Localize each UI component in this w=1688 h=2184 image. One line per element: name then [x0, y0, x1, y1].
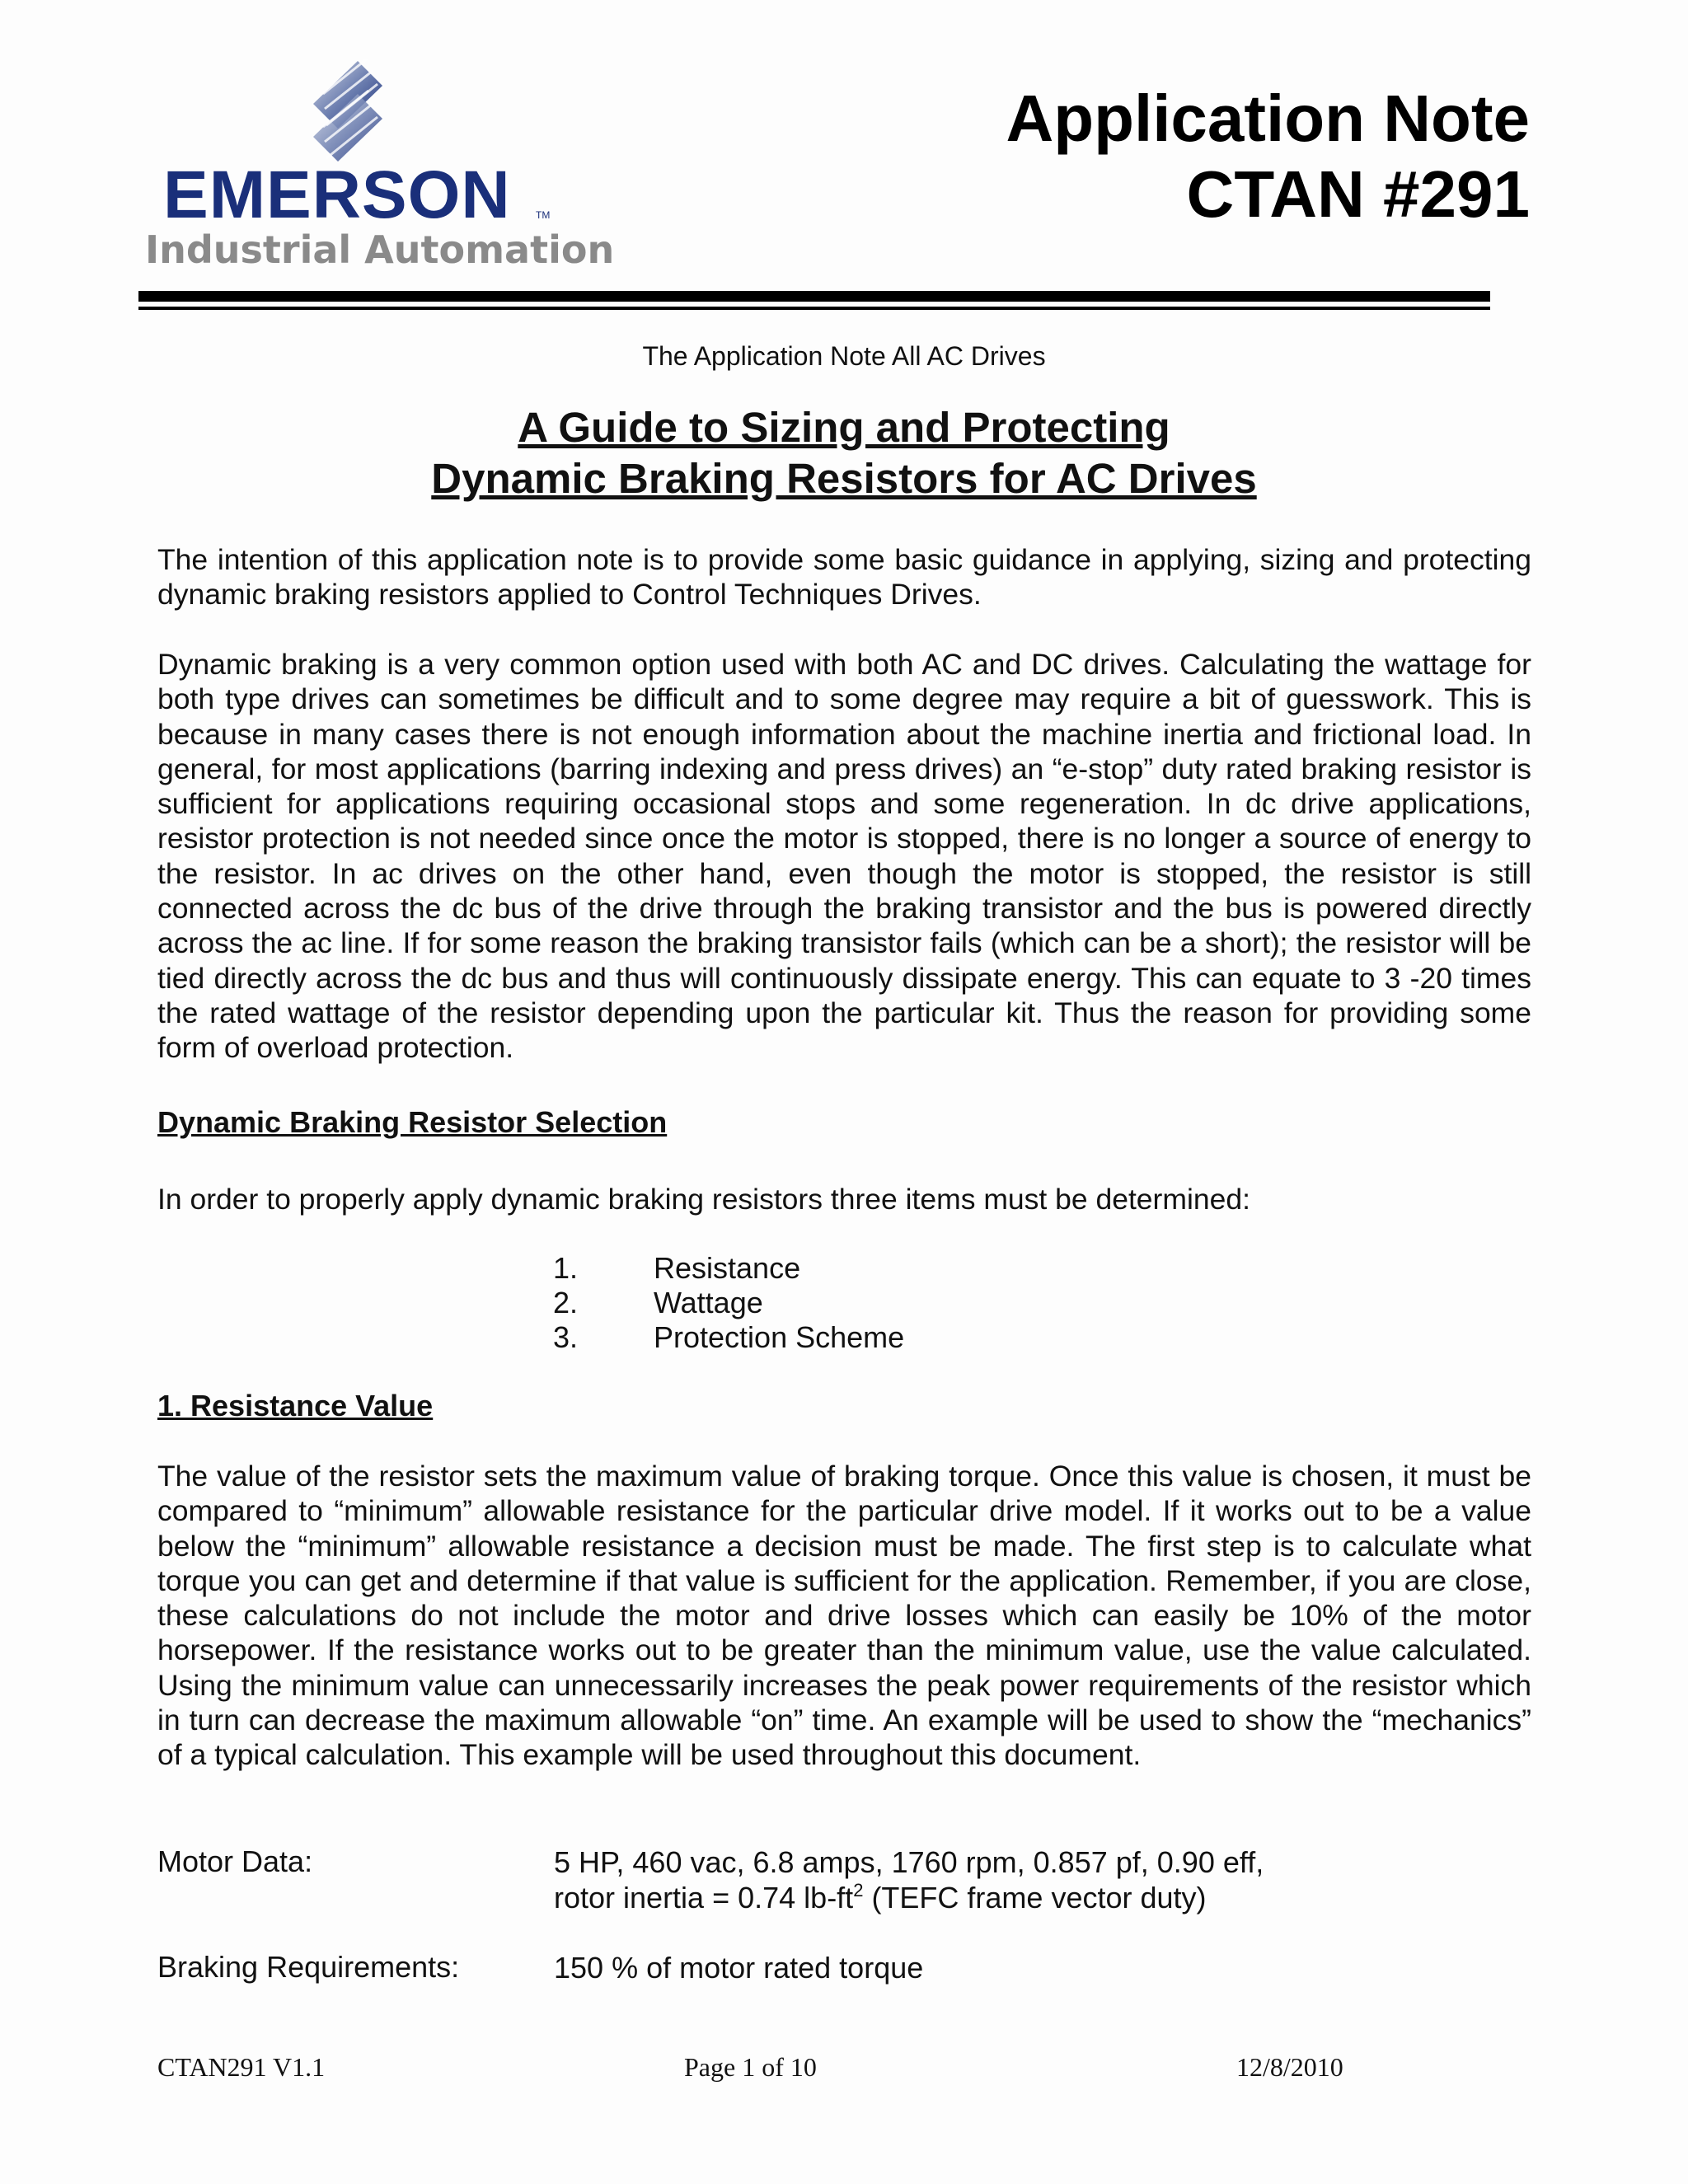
footer-doc-id: CTAN291 V1.1: [157, 2052, 326, 2082]
motor-data-value: [554, 1844, 1264, 1915]
braking-requirements-label: Braking Requirements:: [157, 1950, 460, 1984]
list-item-text: Wattage: [654, 1286, 763, 1319]
motor-data-exponent: 2: [853, 1880, 864, 1900]
heading-line2: Dynamic Braking Resistors for AC Drives: [431, 455, 1257, 502]
intro-paragraph: The intention of this application note is to provide some basic guidance in applying, sizing and protecting dynamic braking resistors applied to Control Techniques Drives.: [157, 543, 1531, 612]
dynamic-braking-paragraph: Dynamic braking is a very common option used with both AC and DC drives. Calculating the wattage for both type drives can sometimes be difficult and to some degree may require a bit of guesswork. This is because in many cases there is not enough information about the machine inertia and frictional load. In general, for most applications (barring indexing and press drives) an “e-stop” duty rated braking resistor is sufficient for applications requiring occasional stops and some regeneration. In dc drive applications, resistor protection is not needed since once the motor is stopped, there is no longer a source of energy to the resistor. In ac drives on the other hand, even though the motor is stopped, the resistor is still connected across the dc bus of the drive through the braking transistor and the bus is powered directly across the ac line. If for some reason the braking transistor fails (which can be a short); the resistor will be tied directly across the dc bus and thus will continuously dissipate energy. This can equate to 3 -20 times the rated wattage of the resistor depending upon the particular kit. Thus the reason for providing some form of overload protection.: [157, 648, 1531, 1065]
list-item: [553, 1286, 904, 1320]
list-item-text: Resistance: [654, 1251, 801, 1285]
motor-data-line1: 5 HP, 460 vac, 6.8 amps, 1760 rpm, 0.857 pf, 0.90 eff,: [554, 1845, 1264, 1879]
list-item: [553, 1320, 904, 1355]
braking-requirements-value: 150 % of motor rated torque: [554, 1951, 924, 1985]
footer-page-number: Page 1 of 10: [684, 2052, 817, 2082]
list-item-number: 2.: [553, 1286, 579, 1319]
page-title: [1006, 81, 1530, 232]
header-rule-thin: [138, 307, 1490, 310]
motor-data-label: Motor Data:: [157, 1844, 313, 1878]
brand-name: EMERSON: [163, 157, 511, 232]
header-rule-thick: [138, 291, 1490, 302]
title-line1: Application Note: [1006, 82, 1530, 155]
motor-data-line2-post: (TEFC frame vector duty): [863, 1881, 1207, 1915]
list-item: [553, 1251, 904, 1286]
footer-date: 12/8/2010: [1236, 2052, 1343, 2082]
document-subtitle: The Application Note All AC Drives: [642, 341, 1046, 371]
resistance-paragraph: The value of the resistor sets the maximum value of braking torque. Once this value is chosen, it must be compared to “minimum” allowable resistance for the particular drive model. If it works out to be a value below the “minimum” allowable resistance a decision must be made. The first step is to calculate what torque you can get and determine if that value is sufficient for the application. Remember, if you are close, these calculations do not include the motor and drive losses which can easily be 10% of the motor horsepower. If the resistance works out to be greater than the minimum value, use the value calculated. Using the minimum value can unnecessarily increases the peak power requirements of the resistor which in turn can decrease the maximum allowable “on” time. An example will be used to show the “mechanics” of a typical calculation. This example will be used throughout this document.: [157, 1460, 1531, 1772]
motor-data-line2: [554, 1880, 1264, 1915]
trademark-mark: TM: [536, 209, 551, 221]
title-line2: CTAN #291: [1186, 157, 1530, 231]
section-heading-selection: Dynamic Braking Resistor Selection: [157, 1105, 668, 1139]
motor-data-line2-pre: rotor inertia = 0.74 lb-ft: [554, 1881, 854, 1915]
list-item-number: 3.: [553, 1320, 579, 1354]
requirements-list: [553, 1251, 904, 1355]
heading-line1: A Guide to Sizing and Protecting: [518, 404, 1170, 451]
section-heading-resistance: 1. Resistance Value: [157, 1389, 434, 1422]
list-item-text: Protection Scheme: [654, 1320, 905, 1354]
selection-intro-paragraph: In order to properly apply dynamic braking resistors three items must be determined:: [157, 1183, 1250, 1216]
brand-subtitle: Industrial Automation: [145, 227, 615, 272]
list-item-number: 1.: [553, 1251, 579, 1285]
document-heading: [0, 402, 1688, 504]
